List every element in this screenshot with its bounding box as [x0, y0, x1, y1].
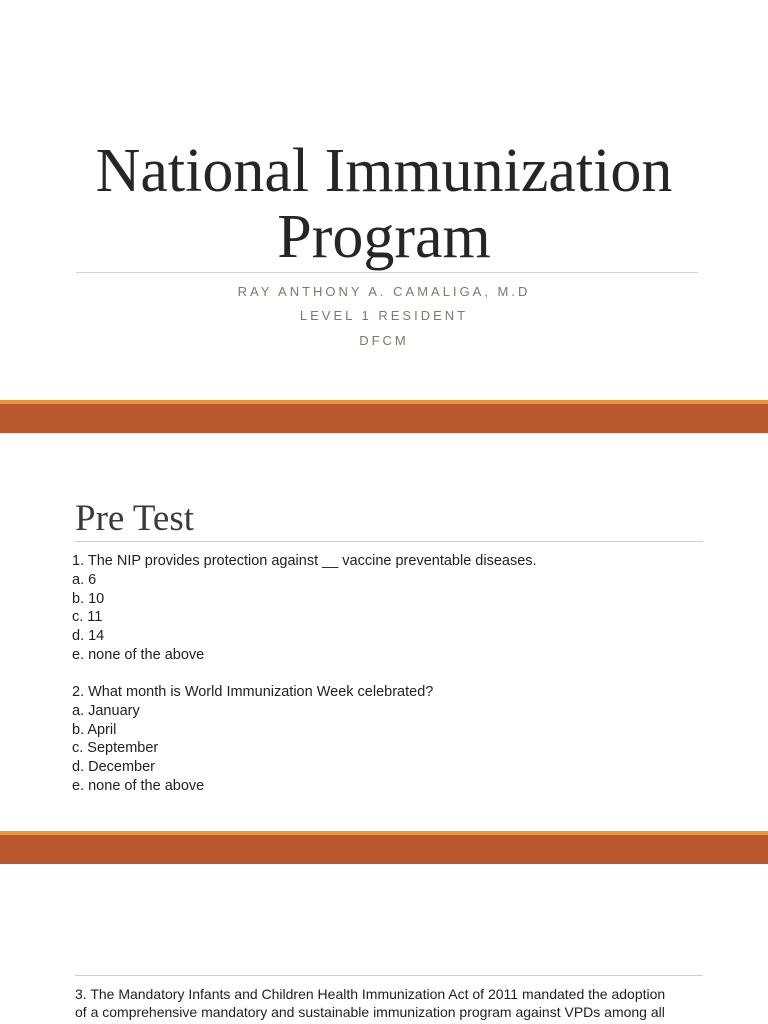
author-position: LEVEL 1 RESIDENT	[299, 308, 469, 323]
title-line-1: National Immunization	[95, 137, 673, 205]
question-1-option: b. 10	[72, 590, 105, 607]
question-1-option: a. 6	[72, 571, 97, 588]
slide-separator-band	[0, 400, 768, 433]
question-2-option: a. January	[72, 702, 140, 719]
question-3-divider	[75, 975, 703, 976]
title-slide	[0, 0, 768, 400]
question-2-option: d. December	[72, 759, 156, 776]
question-1-option: e. none of the above	[72, 646, 205, 663]
title-divider	[76, 272, 698, 273]
title-line-2: Program	[277, 203, 491, 271]
pretest-title: Pre Test	[75, 498, 195, 539]
question-2-text: 2. What month is World Immunization Week celebrated?	[72, 684, 434, 700]
pretest-divider	[75, 541, 703, 542]
slide-separator-band	[0, 831, 768, 864]
presentation-title	[0, 138, 768, 270]
question-2	[72, 683, 433, 796]
question-3-line: 3. The Mandatory Infants and Children Health Immunization Act of 2011 mandated the adoption	[75, 986, 666, 1002]
question-1-option: d. 14	[72, 628, 105, 645]
question-2-option: b. April	[72, 721, 117, 738]
question-1-text: 1. The NIP provides protection against __ vaccine preventable diseases.	[72, 553, 537, 569]
question-1-option: c. 11	[72, 609, 103, 626]
question-2-option: c. September	[72, 740, 159, 757]
author-department: DFCM	[359, 333, 409, 348]
author-name: RAY ANTHONY A. CAMALIGA, M.D	[237, 284, 531, 299]
question-1	[72, 552, 537, 665]
question-3-line: of a comprehensive mandatory and sustainable immunization program against VPDs among all	[75, 1004, 665, 1020]
question-3	[75, 985, 715, 1021]
question-2-option: e. none of the above	[72, 777, 205, 794]
